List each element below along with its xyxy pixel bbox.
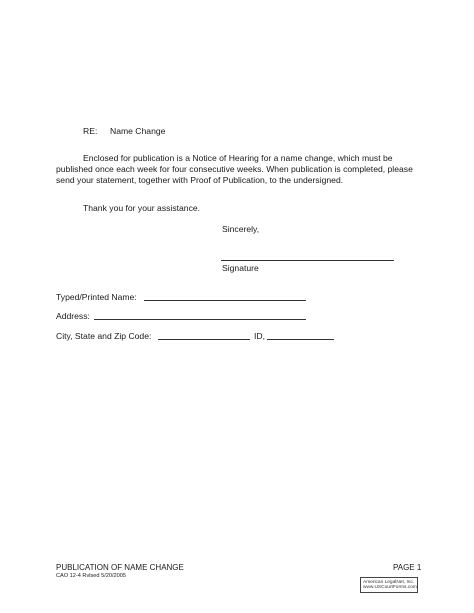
address-field[interactable] bbox=[94, 319, 306, 320]
publisher-badge bbox=[360, 577, 418, 593]
city-state-zip-field[interactable] bbox=[158, 339, 250, 340]
signature-label: Signature bbox=[222, 263, 259, 273]
city-label: City, State and Zip Code: bbox=[56, 331, 152, 341]
id-row bbox=[254, 331, 265, 342]
footer-page-number: PAGE 1 bbox=[393, 563, 422, 572]
typed-name-row bbox=[56, 292, 137, 303]
re-label: RE: bbox=[83, 126, 98, 136]
body-paragraph bbox=[56, 153, 426, 186]
id-field[interactable] bbox=[267, 339, 334, 340]
paragraph-line: published once each week for four consecutive weeks. When publication is completed, please bbox=[56, 164, 413, 174]
paragraph-line: send your statement, together with Proof of Publication, to the undersigned. bbox=[56, 175, 344, 185]
thanks-text: Thank you for your assistance. bbox=[83, 203, 201, 213]
id-label: ID, bbox=[254, 331, 265, 341]
footer-title: PUBLICATION OF NAME CHANGE bbox=[56, 563, 184, 572]
city-row bbox=[56, 331, 151, 342]
address-label: Address: bbox=[56, 311, 90, 321]
typed-name-label: Typed/Printed Name: bbox=[56, 292, 137, 302]
typed-name-field[interactable] bbox=[144, 300, 306, 301]
signature-line[interactable] bbox=[221, 260, 394, 261]
badge-company: American LegalNet, Inc. bbox=[363, 579, 415, 585]
paragraph-line: Enclosed for publication is a Notice of Hearing for a name change, which must be bbox=[83, 153, 393, 163]
badge-website: www.USCourtForms.com bbox=[363, 585, 417, 591]
re-line bbox=[83, 126, 165, 137]
re-subject: Name Change bbox=[110, 126, 166, 136]
address-row bbox=[56, 311, 90, 322]
closing-text: Sincerely, bbox=[222, 224, 260, 234]
footer-form-code: CAO 12-4 Rvlsed 5/20/2005 bbox=[56, 573, 126, 579]
